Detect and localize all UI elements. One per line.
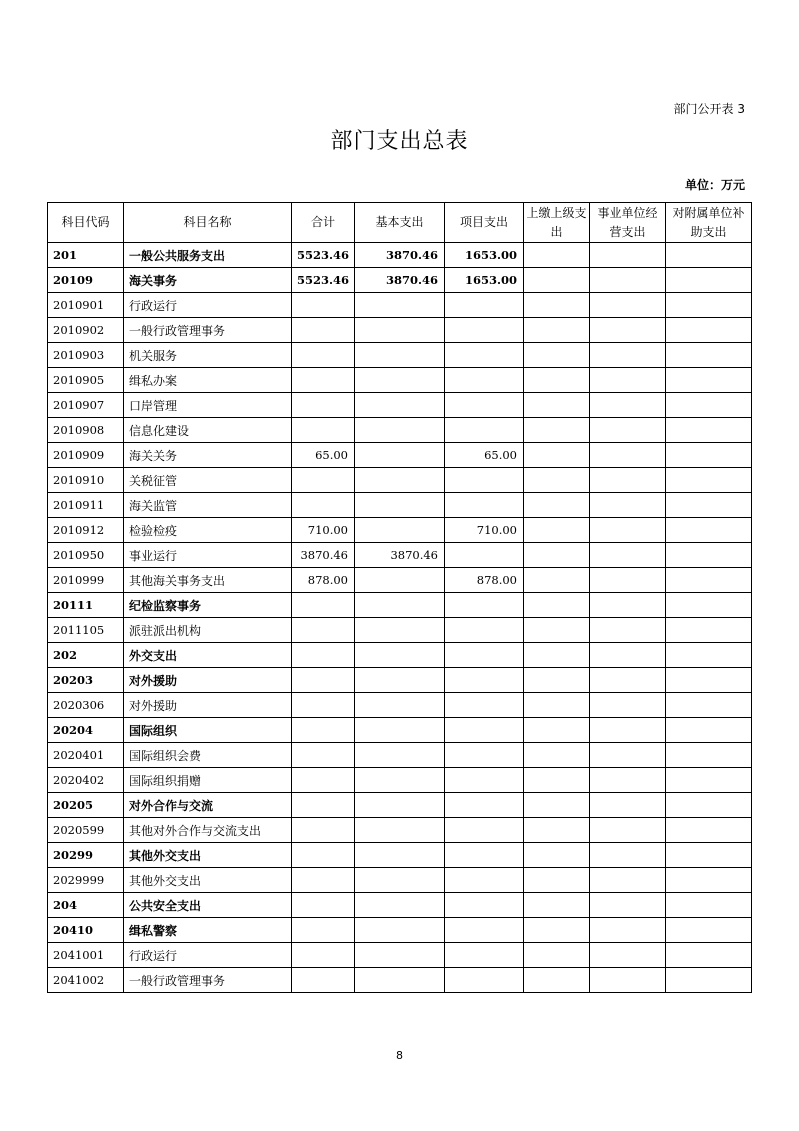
cell-basic — [355, 293, 445, 318]
table-row — [48, 593, 752, 618]
cell-code: 201 — [48, 243, 124, 268]
cell-total: 5523.46 — [292, 243, 355, 268]
cell-name: 对外合作与交流 — [124, 793, 292, 818]
cell-basic — [355, 618, 445, 643]
cell-business — [590, 768, 666, 793]
cell-basic — [355, 593, 445, 618]
cell-name: 其他外交支出 — [124, 843, 292, 868]
cell-project: 710.00 — [445, 518, 524, 543]
cell-code: 20410 — [48, 918, 124, 943]
cell-name: 国际组织捐赠 — [124, 768, 292, 793]
table-row — [48, 668, 752, 693]
cell-total — [292, 493, 355, 518]
cell-name: 信息化建设 — [124, 418, 292, 443]
table-row — [48, 343, 752, 368]
cell-basic: 3870.46 — [355, 268, 445, 293]
cell-code: 2010908 — [48, 418, 124, 443]
cell-name: 海关监管 — [124, 493, 292, 518]
cell-project — [445, 393, 524, 418]
table-row — [48, 768, 752, 793]
expenditure-table — [47, 202, 752, 993]
cell-subsidy — [666, 293, 752, 318]
cell-upper — [524, 768, 590, 793]
cell-basic — [355, 643, 445, 668]
cell-upper — [524, 643, 590, 668]
cell-basic — [355, 668, 445, 693]
cell-total: 65.00 — [292, 443, 355, 468]
table-row — [48, 818, 752, 843]
cell-basic: 3870.46 — [355, 243, 445, 268]
cell-business — [590, 893, 666, 918]
cell-basic — [355, 368, 445, 393]
cell-upper — [524, 793, 590, 818]
table-row — [48, 643, 752, 668]
table-row — [48, 293, 752, 318]
table-row — [48, 493, 752, 518]
cell-code: 2020402 — [48, 768, 124, 793]
column-header-upper: 上缴上级支出 — [524, 203, 590, 243]
cell-subsidy — [666, 643, 752, 668]
cell-project — [445, 368, 524, 393]
cell-total: 3870.46 — [292, 543, 355, 568]
cell-code: 20204 — [48, 718, 124, 743]
table-row — [48, 318, 752, 343]
cell-project: 1653.00 — [445, 268, 524, 293]
cell-project — [445, 543, 524, 568]
cell-project — [445, 918, 524, 943]
cell-code: 20203 — [48, 668, 124, 693]
cell-total: 878.00 — [292, 568, 355, 593]
cell-project — [445, 768, 524, 793]
cell-basic — [355, 968, 445, 993]
cell-name: 行政运行 — [124, 943, 292, 968]
table-row — [48, 618, 752, 643]
cell-total — [292, 868, 355, 893]
cell-project: 878.00 — [445, 568, 524, 593]
cell-name: 海关事务 — [124, 268, 292, 293]
table-row — [48, 468, 752, 493]
cell-subsidy — [666, 968, 752, 993]
cell-subsidy — [666, 368, 752, 393]
cell-project — [445, 643, 524, 668]
cell-project — [445, 968, 524, 993]
cell-business — [590, 493, 666, 518]
cell-business — [590, 443, 666, 468]
cell-project — [445, 493, 524, 518]
table-row — [48, 843, 752, 868]
cell-name: 海关关务 — [124, 443, 292, 468]
cell-code: 2020306 — [48, 693, 124, 718]
cell-total — [292, 918, 355, 943]
cell-project — [445, 618, 524, 643]
cell-total — [292, 643, 355, 668]
cell-total — [292, 618, 355, 643]
cell-business — [590, 518, 666, 543]
table-row — [48, 243, 752, 268]
cell-total — [292, 818, 355, 843]
cell-name: 对外援助 — [124, 693, 292, 718]
cell-code: 2010903 — [48, 343, 124, 368]
cell-total — [292, 593, 355, 618]
cell-total — [292, 893, 355, 918]
cell-upper — [524, 368, 590, 393]
cell-upper — [524, 543, 590, 568]
cell-name: 其他海关事务支出 — [124, 568, 292, 593]
cell-business — [590, 293, 666, 318]
cell-subsidy — [666, 493, 752, 518]
cell-upper — [524, 243, 590, 268]
cell-basic — [355, 343, 445, 368]
cell-upper — [524, 593, 590, 618]
cell-business — [590, 343, 666, 368]
cell-name: 口岸管理 — [124, 393, 292, 418]
cell-upper — [524, 668, 590, 693]
cell-code: 2041001 — [48, 943, 124, 968]
cell-total — [292, 318, 355, 343]
cell-basic — [355, 768, 445, 793]
cell-code: 2010912 — [48, 518, 124, 543]
cell-total — [292, 668, 355, 693]
cell-basic — [355, 743, 445, 768]
cell-upper — [524, 743, 590, 768]
cell-code: 2010909 — [48, 443, 124, 468]
cell-project — [445, 668, 524, 693]
cell-upper — [524, 318, 590, 343]
column-header-total: 合计 — [292, 203, 355, 243]
cell-total: 710.00 — [292, 518, 355, 543]
cell-business — [590, 643, 666, 668]
cell-project — [445, 418, 524, 443]
cell-name: 机关服务 — [124, 343, 292, 368]
cell-business — [590, 668, 666, 693]
table-row — [48, 918, 752, 943]
cell-project — [445, 843, 524, 868]
column-header-code: 科目代码 — [48, 203, 124, 243]
cell-project — [445, 868, 524, 893]
cell-name: 检验检疫 — [124, 518, 292, 543]
cell-business — [590, 868, 666, 893]
cell-upper — [524, 843, 590, 868]
cell-code: 2010910 — [48, 468, 124, 493]
cell-business — [590, 918, 666, 943]
cell-subsidy — [666, 918, 752, 943]
cell-business — [590, 393, 666, 418]
table-row — [48, 268, 752, 293]
cell-project — [445, 943, 524, 968]
cell-code: 20111 — [48, 593, 124, 618]
cell-business — [590, 368, 666, 393]
cell-total — [292, 743, 355, 768]
cell-name: 公共安全支出 — [124, 893, 292, 918]
cell-basic — [355, 568, 445, 593]
table-row — [48, 718, 752, 743]
cell-upper — [524, 893, 590, 918]
cell-code: 2010907 — [48, 393, 124, 418]
cell-basic — [355, 843, 445, 868]
cell-basic — [355, 868, 445, 893]
cell-project — [445, 343, 524, 368]
cell-total — [292, 968, 355, 993]
cell-code: 204 — [48, 893, 124, 918]
cell-total — [292, 468, 355, 493]
cell-project — [445, 318, 524, 343]
cell-code: 2020599 — [48, 818, 124, 843]
table-row — [48, 443, 752, 468]
cell-upper — [524, 618, 590, 643]
cell-project — [445, 893, 524, 918]
cell-code: 2010905 — [48, 368, 124, 393]
cell-basic — [355, 318, 445, 343]
cell-code: 2020401 — [48, 743, 124, 768]
cell-business — [590, 793, 666, 818]
cell-upper — [524, 493, 590, 518]
cell-name: 一般行政管理事务 — [124, 318, 292, 343]
cell-name: 事业运行 — [124, 543, 292, 568]
cell-basic — [355, 418, 445, 443]
cell-code: 20109 — [48, 268, 124, 293]
column-header-project: 项目支出 — [445, 203, 524, 243]
cell-business — [590, 318, 666, 343]
cell-name: 其他对外合作与交流支出 — [124, 818, 292, 843]
cell-basic — [355, 918, 445, 943]
cell-subsidy — [666, 343, 752, 368]
column-header-name: 科目名称 — [124, 203, 292, 243]
cell-total — [292, 418, 355, 443]
cell-subsidy — [666, 468, 752, 493]
table-row — [48, 793, 752, 818]
cell-upper — [524, 343, 590, 368]
cell-name: 派驻派出机构 — [124, 618, 292, 643]
cell-upper — [524, 443, 590, 468]
cell-subsidy — [666, 943, 752, 968]
cell-name: 一般行政管理事务 — [124, 968, 292, 993]
cell-subsidy — [666, 818, 752, 843]
table-row — [48, 693, 752, 718]
cell-total — [292, 368, 355, 393]
cell-business — [590, 843, 666, 868]
cell-business — [590, 618, 666, 643]
cell-subsidy — [666, 243, 752, 268]
cell-basic — [355, 793, 445, 818]
cell-code: 2041002 — [48, 968, 124, 993]
cell-total — [292, 393, 355, 418]
cell-business — [590, 418, 666, 443]
cell-subsidy — [666, 418, 752, 443]
cell-code: 2010950 — [48, 543, 124, 568]
cell-business — [590, 968, 666, 993]
cell-upper — [524, 943, 590, 968]
cell-name: 外交支出 — [124, 643, 292, 668]
page-title: 部门支出总表 — [330, 129, 469, 154]
cell-subsidy — [666, 668, 752, 693]
cell-total — [292, 718, 355, 743]
page-number: 8 — [396, 1049, 403, 1062]
cell-basic — [355, 493, 445, 518]
cell-project — [445, 818, 524, 843]
cell-project — [445, 468, 524, 493]
cell-total — [292, 293, 355, 318]
cell-upper — [524, 568, 590, 593]
cell-upper — [524, 818, 590, 843]
cell-subsidy — [666, 768, 752, 793]
cell-subsidy — [666, 593, 752, 618]
table-row — [48, 968, 752, 993]
cell-business — [590, 468, 666, 493]
cell-subsidy — [666, 393, 752, 418]
cell-basic: 3870.46 — [355, 543, 445, 568]
cell-upper — [524, 268, 590, 293]
cell-upper — [524, 868, 590, 893]
cell-upper — [524, 718, 590, 743]
cell-business — [590, 568, 666, 593]
cell-code: 20205 — [48, 793, 124, 818]
cell-project: 65.00 — [445, 443, 524, 468]
cell-business — [590, 743, 666, 768]
cell-name: 其他外交支出 — [124, 868, 292, 893]
cell-basic — [355, 443, 445, 468]
cell-total: 5523.46 — [292, 268, 355, 293]
cell-business — [590, 543, 666, 568]
cell-name: 关税征管 — [124, 468, 292, 493]
cell-subsidy — [666, 543, 752, 568]
cell-business — [590, 818, 666, 843]
cell-upper — [524, 393, 590, 418]
cell-subsidy — [666, 568, 752, 593]
cell-total — [292, 693, 355, 718]
cell-subsidy — [666, 843, 752, 868]
column-header-subsidy: 对附属单位补助支出 — [666, 203, 752, 243]
cell-name: 对外援助 — [124, 668, 292, 693]
cell-total — [292, 343, 355, 368]
cell-project — [445, 718, 524, 743]
cell-subsidy — [666, 868, 752, 893]
cell-business — [590, 693, 666, 718]
cell-subsidy — [666, 618, 752, 643]
cell-total — [292, 943, 355, 968]
cell-business — [590, 943, 666, 968]
cell-project — [445, 793, 524, 818]
cell-subsidy — [666, 518, 752, 543]
cell-name: 缉私办案 — [124, 368, 292, 393]
table-row — [48, 393, 752, 418]
cell-subsidy — [666, 743, 752, 768]
cell-upper — [524, 518, 590, 543]
table-row — [48, 743, 752, 768]
cell-code: 202 — [48, 643, 124, 668]
cell-basic — [355, 943, 445, 968]
cell-business — [590, 593, 666, 618]
cell-basic — [355, 693, 445, 718]
cell-total — [292, 768, 355, 793]
cell-business — [590, 718, 666, 743]
cell-name: 国际组织会费 — [124, 743, 292, 768]
cell-project — [445, 293, 524, 318]
cell-code: 2010999 — [48, 568, 124, 593]
cell-basic — [355, 893, 445, 918]
cell-basic — [355, 718, 445, 743]
cell-upper — [524, 693, 590, 718]
cell-project — [445, 743, 524, 768]
cell-name: 国际组织 — [124, 718, 292, 743]
table-body — [48, 243, 752, 993]
cell-subsidy — [666, 793, 752, 818]
table-row — [48, 543, 752, 568]
cell-subsidy — [666, 718, 752, 743]
cell-name: 纪检监察事务 — [124, 593, 292, 618]
cell-upper — [524, 418, 590, 443]
cell-basic — [355, 393, 445, 418]
unit-label: 单位：万元 — [684, 178, 745, 192]
cell-project: 1653.00 — [445, 243, 524, 268]
cell-code: 2010911 — [48, 493, 124, 518]
cell-code: 2011105 — [48, 618, 124, 643]
table-header-row — [48, 203, 752, 243]
cell-upper — [524, 968, 590, 993]
cell-subsidy — [666, 893, 752, 918]
cell-name: 行政运行 — [124, 293, 292, 318]
cell-business — [590, 268, 666, 293]
cell-code: 2010902 — [48, 318, 124, 343]
column-header-business: 事业单位经营支出 — [590, 203, 666, 243]
cell-subsidy — [666, 268, 752, 293]
cell-project — [445, 593, 524, 618]
cell-code: 2029999 — [48, 868, 124, 893]
cell-subsidy — [666, 693, 752, 718]
cell-total — [292, 793, 355, 818]
cell-subsidy — [666, 443, 752, 468]
table-row — [48, 893, 752, 918]
cell-name: 缉私警察 — [124, 918, 292, 943]
table-row — [48, 943, 752, 968]
table-row — [48, 868, 752, 893]
table-row — [48, 368, 752, 393]
cell-code: 2010901 — [48, 293, 124, 318]
table-row — [48, 568, 752, 593]
cell-basic — [355, 818, 445, 843]
cell-business — [590, 243, 666, 268]
cell-name: 一般公共服务支出 — [124, 243, 292, 268]
cell-total — [292, 843, 355, 868]
cell-project — [445, 693, 524, 718]
cell-upper — [524, 293, 590, 318]
form-number: 部门公开表 3 — [673, 102, 745, 116]
cell-basic — [355, 468, 445, 493]
cell-upper — [524, 468, 590, 493]
table-row — [48, 518, 752, 543]
cell-basic — [355, 518, 445, 543]
cell-code: 20299 — [48, 843, 124, 868]
cell-subsidy — [666, 318, 752, 343]
column-header-basic: 基本支出 — [355, 203, 445, 243]
table-row — [48, 418, 752, 443]
cell-upper — [524, 918, 590, 943]
